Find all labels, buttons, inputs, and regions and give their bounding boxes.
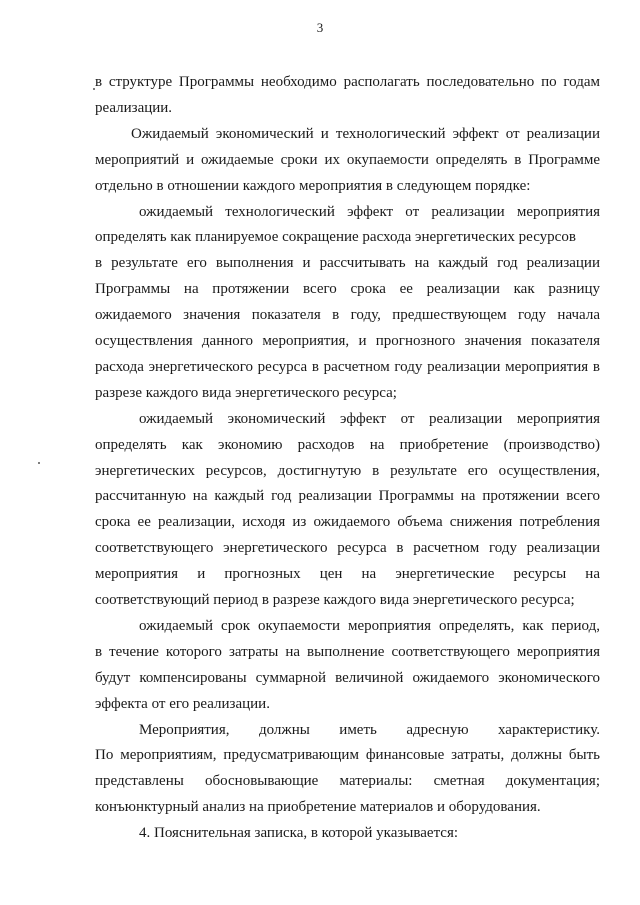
text-line: отдельно в отношении каждого мероприятия в следующем порядке:	[95, 177, 531, 194]
text-line: определять как экономию расходов на приобретение (производство)	[95, 436, 600, 453]
text-line: соответствующий период в разрезе каждого вида энергетического ресурса;	[95, 592, 575, 608]
text-line: определять как планируемое сокращение расхода энергетических ресурсов	[95, 229, 576, 246]
scan-artifact-dot	[38, 462, 40, 464]
text-line: ожидаемый экономический эффект от реализации мероприятия	[139, 410, 600, 427]
text-line: энергетических ресурсов, достигнутую в результате его осуществления,	[95, 462, 600, 479]
text-line: будут компенсированы суммарной величиной ожидаемого экономического	[95, 669, 600, 686]
text-line: реализации.	[95, 99, 173, 116]
text-line: расхода энергетического ресурса в расчетном году реализации мероприятия в	[95, 358, 600, 375]
text-line: конъюнктурный анализ на приобретение материалов и оборудования.	[95, 799, 541, 816]
text-line: мероприятия и прогнозных цен на энергетические ресурсы на	[95, 566, 600, 583]
text-line: в структуре Программы необходимо располагать последовательно по годам	[95, 74, 600, 90]
text-line: представлены обосновывающие материалы: сметная документация;	[95, 773, 600, 790]
text-line: 4. Пояснительная записка, в которой указывается:	[139, 825, 459, 842]
page-number: 3	[316, 20, 324, 35]
text-line: Ожидаемый экономический и технологический эффект от реализации	[131, 125, 600, 142]
text-line: Программы на протяжении всего срока ее реализации как разницу	[95, 281, 600, 298]
text-line: ожидаемый технологический эффект от реализации мероприятия	[139, 203, 600, 220]
text-line: мероприятий и ожидаемые сроки их окупаемости определять в Программе	[95, 151, 600, 168]
text-line: в результате его выполнения и рассчитывать на каждый год реализации	[95, 255, 600, 272]
text-line: разрезе каждого вида энергетического ресурса;	[95, 384, 397, 401]
text-line: осуществления данного мероприятия, и прогнозного значения показателя	[95, 333, 600, 349]
text-line: в течение которого затраты на выполнение соответствующего мероприятия	[95, 643, 600, 660]
text-line: ожидаемый срок окупаемости мероприятия определять, как период,	[139, 617, 600, 634]
text-line: рассчитанную на каждый год реализации Программы на протяжении всего	[95, 488, 600, 505]
text-line: эффекта от его реализации.	[95, 695, 270, 712]
text-line: ожидаемого значения показателя в году, предшествующем году начала	[95, 307, 600, 324]
text-line: По мероприятиям, предусматривающим финансовые затраты, должны быть	[95, 747, 600, 764]
text-line: срока ее реализации, исходя из ожидаемого объема снижения потребления	[95, 514, 600, 531]
scan-artifact-dot	[93, 88, 95, 90]
text-line: Мероприятия, должны иметь адресную характеристику.	[139, 721, 600, 738]
text-line: соответствующего энергетического ресурса в расчетном году реализации	[95, 540, 600, 557]
